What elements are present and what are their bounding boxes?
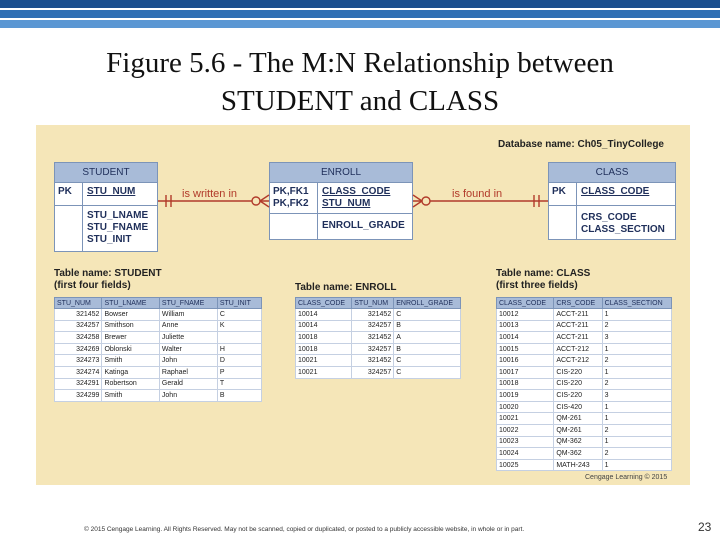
table-cell: Gerald	[159, 378, 217, 390]
table-cell: William	[159, 309, 217, 321]
title-bar-decoration	[0, 0, 720, 30]
table-cell: ACCT-211	[554, 320, 602, 332]
table-cell: QM-362	[554, 448, 602, 460]
table-cell: 324299	[55, 390, 102, 402]
table-cell: Anne	[159, 320, 217, 332]
table-row	[55, 355, 262, 367]
table-cell: CIS-220	[554, 378, 602, 390]
table-cell: 10018	[296, 332, 352, 344]
slide-title-line1: Figure 5.6 - The M:N Relationship between	[106, 47, 614, 79]
enroll-table-name: Table name: ENROLL	[295, 282, 397, 293]
table-cell: 2	[602, 424, 671, 436]
table-cell: 1	[602, 343, 671, 355]
table-cell: 321452	[352, 309, 394, 321]
table-cell: 10022	[497, 424, 554, 436]
table-cell: ACCT-212	[554, 355, 602, 367]
table-row	[497, 436, 672, 448]
enroll-column-header: CLASS_CODE	[296, 298, 352, 309]
entity-enroll-field: ENROLL_GRADE	[322, 220, 405, 231]
table-cell: A	[394, 332, 461, 344]
optional-circle	[422, 197, 430, 205]
table-cell: 1	[602, 413, 671, 425]
table-cell: H	[217, 343, 261, 355]
table-row	[55, 390, 262, 402]
student-column-header: STU_NUM	[55, 298, 102, 309]
enroll-table	[295, 297, 461, 379]
enroll-table-label	[295, 282, 397, 294]
table-cell: 3	[602, 332, 671, 344]
table-cell: 1	[602, 401, 671, 413]
table-cell: 10014	[497, 332, 554, 344]
optional-circle	[252, 197, 260, 205]
table-cell: 324269	[55, 343, 102, 355]
table-cell: 10018	[296, 343, 352, 355]
table-row	[497, 378, 672, 390]
table-cell: 324274	[55, 366, 102, 378]
entity-enroll-key-label: PK,FK1 PK,FK2	[270, 183, 318, 213]
table-cell: Smithson	[102, 320, 159, 332]
middle-stripe	[0, 10, 720, 18]
table-cell: 321452	[352, 332, 394, 344]
student-column-header: STU_FNAME	[159, 298, 217, 309]
figure-credit: Cengage Learning © 2015	[585, 474, 668, 481]
table-cell: CIS-420	[554, 401, 602, 413]
table-row	[497, 366, 672, 378]
entity-enroll-name: ENROLL	[270, 163, 412, 183]
table-cell: 10018	[497, 378, 554, 390]
table-cell: 10023	[497, 436, 554, 448]
table-row	[497, 309, 672, 321]
entity-student-key-field: STU_NUM	[87, 186, 136, 197]
entity-student-name: STUDENT	[55, 163, 157, 183]
top-stripe	[0, 0, 720, 8]
slide-title-line2: STUDENT and CLASS	[220, 85, 500, 117]
enroll-column-header: STU_NUM	[352, 298, 394, 309]
table-row	[55, 343, 262, 355]
table-cell: 10015	[497, 343, 554, 355]
table-row	[497, 448, 672, 460]
student-table-note: (first four fields)	[54, 280, 131, 291]
table-cell: John	[159, 355, 217, 367]
table-cell: 1	[602, 436, 671, 448]
enroll-table-header	[296, 298, 461, 309]
table-cell: 10020	[497, 401, 554, 413]
table-cell: C	[394, 366, 461, 378]
table-cell	[217, 332, 261, 344]
crowfoot-line	[413, 201, 422, 207]
table-row	[497, 413, 672, 425]
student-table-header	[55, 298, 262, 309]
table-cell: 10024	[497, 448, 554, 460]
table-cell: 321452	[55, 309, 102, 321]
table-cell: 2	[602, 378, 671, 390]
table-row	[497, 424, 672, 436]
student-table	[54, 297, 262, 402]
table-cell: B	[394, 343, 461, 355]
table-cell: 324257	[352, 320, 394, 332]
table-cell: Robertson	[102, 378, 159, 390]
table-cell: T	[217, 378, 261, 390]
slide-title	[40, 44, 680, 120]
entity-student-field: STU_FNAME	[87, 222, 149, 233]
table-cell: 10017	[497, 366, 554, 378]
student-column-header: STU_LNAME	[102, 298, 159, 309]
table-row	[296, 355, 461, 367]
table-cell: Smith	[102, 390, 159, 402]
table-cell: C	[394, 355, 461, 367]
table-row	[497, 332, 672, 344]
table-cell: 10021	[296, 366, 352, 378]
table-row	[296, 320, 461, 332]
page-number: 23	[698, 520, 712, 534]
table-cell: Katinga	[102, 366, 159, 378]
table-cell: 10021	[497, 413, 554, 425]
table-cell: C	[394, 309, 461, 321]
table-cell: 324291	[55, 378, 102, 390]
table-cell: 10014	[296, 320, 352, 332]
class-table-name: Table name: CLASS	[496, 268, 591, 279]
crowfoot-line	[413, 195, 422, 201]
class-table-header	[497, 298, 672, 309]
table-cell: 324257	[352, 343, 394, 355]
entity-enroll-key-field: CLASS_CODE STU_NUM	[322, 186, 391, 209]
table-cell: 10016	[497, 355, 554, 367]
crowfoot-line	[260, 201, 269, 207]
enroll-column-header: ENROLL_GRADE	[394, 298, 461, 309]
table-cell: 324273	[55, 355, 102, 367]
table-row	[497, 320, 672, 332]
table-cell: 3	[602, 390, 671, 402]
table-cell: D	[217, 355, 261, 367]
relationship-written-in: is written in	[182, 188, 238, 200]
relationship-found-in: is found in	[452, 188, 503, 200]
table-cell: 10019	[497, 390, 554, 402]
table-cell: K	[217, 320, 261, 332]
table-cell: 324258	[55, 332, 102, 344]
table-row	[55, 332, 262, 344]
entity-class-name: CLASS	[549, 163, 675, 183]
table-cell: 321452	[352, 355, 394, 367]
table-row	[296, 309, 461, 321]
table-cell: 2	[602, 320, 671, 332]
table-row	[497, 390, 672, 402]
table-cell: 10013	[497, 320, 554, 332]
class-table-note: (first three fields)	[496, 280, 578, 291]
class-table	[496, 297, 672, 471]
table-cell: QM-362	[554, 436, 602, 448]
table-cell: CIS-220	[554, 366, 602, 378]
table-cell: ACCT-211	[554, 309, 602, 321]
entity-student-field: STU_LNAME	[87, 210, 149, 221]
table-cell: B	[394, 320, 461, 332]
bottom-stripe	[0, 20, 720, 28]
table-row	[296, 332, 461, 344]
table-cell: 10012	[497, 309, 554, 321]
table-cell: Bowser	[102, 309, 159, 321]
table-cell: 1	[602, 309, 671, 321]
table-cell: Brewer	[102, 332, 159, 344]
table-cell: CIS-220	[554, 390, 602, 402]
class-column-header: CRS_CODE	[554, 298, 602, 309]
table-cell: B	[217, 390, 261, 402]
table-cell: ACCT-212	[554, 343, 602, 355]
student-table-label	[54, 268, 162, 292]
table-row	[497, 355, 672, 367]
database-name: Database name: Ch05_TinyCollege	[498, 139, 664, 150]
table-cell: 10014	[296, 309, 352, 321]
table-cell: ACCT-211	[554, 332, 602, 344]
table-row	[497, 401, 672, 413]
table-cell: 324257	[352, 366, 394, 378]
table-cell: MATH-243	[554, 459, 602, 471]
table-cell: Smith	[102, 355, 159, 367]
table-cell: P	[217, 366, 261, 378]
table-cell: QM-261	[554, 413, 602, 425]
erd-figure	[36, 125, 690, 485]
table-row	[55, 309, 262, 321]
table-cell: Walter	[159, 343, 217, 355]
table-row	[55, 378, 262, 390]
table-row	[55, 320, 262, 332]
table-cell: 324257	[55, 320, 102, 332]
table-row	[296, 343, 461, 355]
entity-student-key-label: PK	[55, 183, 83, 205]
class-column-header: CLASS_CODE	[497, 298, 554, 309]
entity-class-field: CRS_CODE CLASS_SECTION	[581, 212, 665, 235]
class-column-header: CLASS_SECTION	[602, 298, 671, 309]
table-cell: Oblonski	[102, 343, 159, 355]
class-table-label	[496, 268, 590, 292]
table-row	[296, 366, 461, 378]
table-cell: John	[159, 390, 217, 402]
table-row	[55, 366, 262, 378]
table-cell: 10025	[497, 459, 554, 471]
table-cell: 10021	[296, 355, 352, 367]
table-cell: 2	[602, 355, 671, 367]
copyright-footer: © 2015 Cengage Learning. All Rights Reserved. May not be scanned, copied or duplicated, or posted to a publicly accessible website, in whole or in part.	[84, 526, 525, 533]
crowfoot-line	[260, 195, 269, 201]
entity-student-field: STU_INIT	[87, 234, 132, 245]
table-cell: 1	[602, 366, 671, 378]
table-cell: QM-261	[554, 424, 602, 436]
entity-class-key-field: CLASS_CODE	[581, 186, 650, 197]
student-column-header: STU_INIT	[217, 298, 261, 309]
entity-class-key-label: PK	[549, 183, 577, 205]
student-table-name: Table name: STUDENT	[54, 268, 162, 279]
table-cell: 2	[602, 448, 671, 460]
table-cell: 1	[602, 459, 671, 471]
table-cell: C	[217, 309, 261, 321]
table-cell: Raphael	[159, 366, 217, 378]
table-cell: Juliette	[159, 332, 217, 344]
table-row	[497, 343, 672, 355]
table-row	[497, 459, 672, 471]
